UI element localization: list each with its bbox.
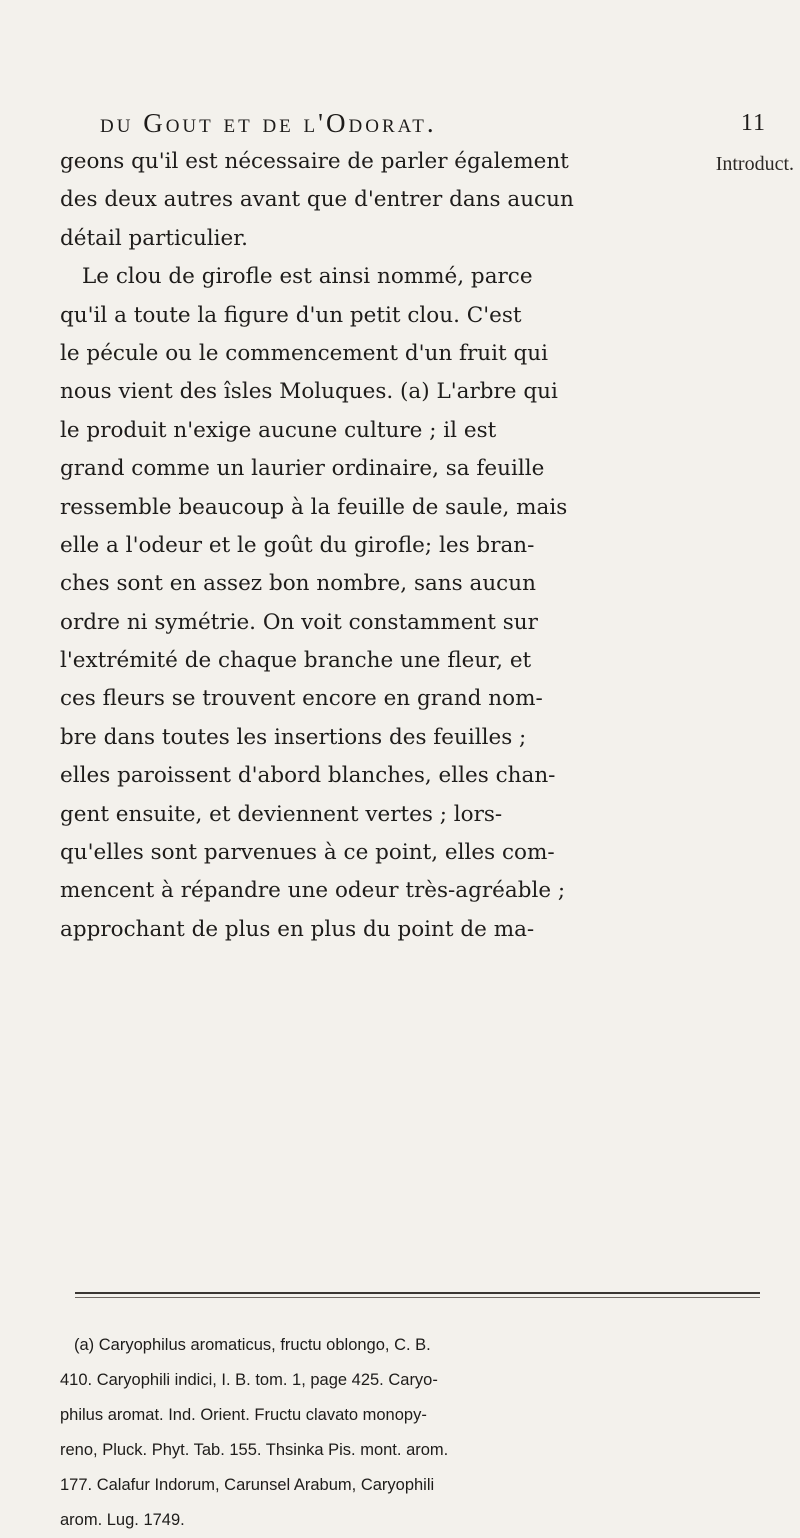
text-line: détail particulier. — [60, 225, 249, 251]
text-line: ches sont en assez bon nombre, sans aucun — [60, 571, 536, 597]
text-line: le produit n'exige aucune culture ; il est — [60, 417, 497, 443]
text-line: gent ensuite, et deviennent vertes ; lors- — [60, 801, 503, 827]
footnote-rule — [75, 1292, 760, 1294]
text-line: nous vient des îsles Moluques. (a) L'arbre qui — [60, 379, 558, 405]
text-line: des deux autres avant que d'entrer dans aucun — [60, 187, 574, 213]
text-line: elle a l'odeur et le goût du girofle; les bran- — [60, 532, 535, 558]
text-line: qu'il a toute la figure d'un petit clou. C'est — [60, 302, 522, 328]
page-number: 11 — [740, 110, 766, 136]
text-line: ressemble beaucoup à la feuille de saule, mais — [60, 494, 568, 520]
footnote-line: (a) Caryophilus aromaticus, fructu oblongo, C. B. — [74, 1336, 431, 1354]
text-line: bre dans toutes les insertions des feuilles ; — [60, 724, 527, 750]
text-line: le pécule ou le commencement d'un fruit qui — [60, 340, 548, 366]
text-line: qu'elles sont parvenues à ce point, elles com- — [60, 840, 555, 866]
text-line: Le clou de girofle est ainsi nommé, parce — [82, 264, 533, 290]
footnote-rule-thin — [75, 1297, 760, 1298]
footnote — [60, 1328, 760, 1538]
running-head — [100, 108, 780, 148]
text-line: ces fleurs se trouvent encore en grand nom- — [60, 686, 543, 712]
text-line: approchant de plus en plus du point de ma- — [60, 916, 535, 942]
text-line: grand comme un laurier ordinaire, sa feuille — [60, 456, 545, 482]
body-text — [60, 143, 750, 949]
margin-note: Introduct. — [715, 153, 794, 175]
footnote-line: 410. Caryophili indici, I. B. tom. 1, page 425. Caryo- — [60, 1371, 438, 1389]
footnote-line: arom. Lug. 1749. — [60, 1511, 185, 1529]
footnote-line: reno, Pluck. Phyt. Tab. 155. Thsinka Pis. mont. arom. — [60, 1441, 449, 1459]
text-line: geons qu'il est nécessaire de parler également — [60, 149, 569, 174]
text-line: mencent à répandre une odeur très-agréable ; — [60, 878, 566, 904]
running-head-title: du Gout et de l'Odorat. — [100, 108, 437, 138]
footnote-line: philus aromat. Ind. Orient. Fructu clavato monopy- — [60, 1406, 427, 1424]
text-line: l'extrémité de chaque branche une fleur, et — [60, 648, 532, 674]
text-line: elles paroissent d'abord blanches, elles chan- — [60, 763, 556, 789]
footnote-line: 177. Calafur Indorum, Carunsel Arabum, Caryophili — [60, 1476, 435, 1494]
text-line: ordre ni symétrie. On voit constamment sur — [60, 609, 538, 635]
